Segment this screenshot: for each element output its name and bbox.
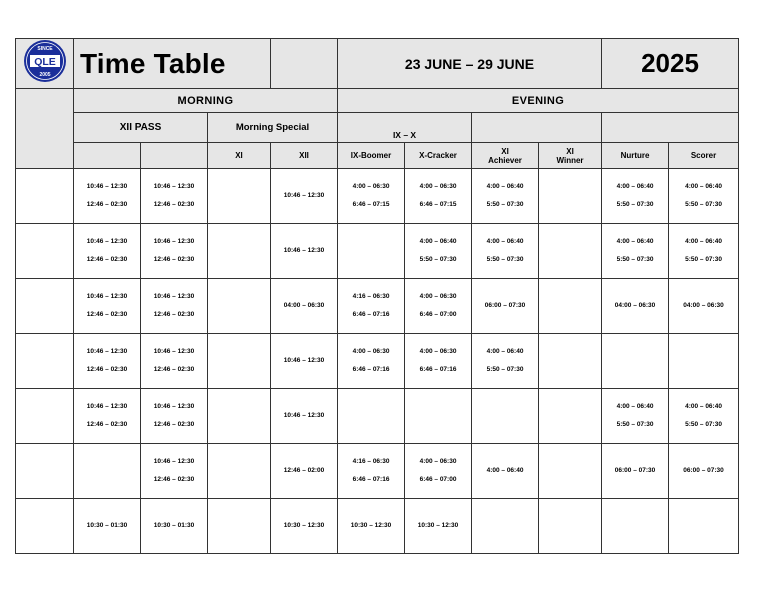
col-ms-xii: XII: [271, 143, 338, 169]
table-cell: [405, 499, 472, 554]
table-row: [16, 499, 739, 554]
table-cell: [338, 499, 405, 554]
table-cell: [405, 389, 472, 444]
time-slot: 5:50 – 07:30: [685, 256, 722, 263]
time-slot: 4:00 – 06:40: [486, 238, 524, 245]
col-nurture: Nurture: [602, 143, 669, 169]
time-slot: 10:46 – 12:30: [153, 238, 195, 245]
table-cell: [669, 499, 739, 554]
time-slot: 12:46 – 02:30: [86, 201, 128, 208]
table-cell: [208, 389, 271, 444]
table-cell: [338, 334, 405, 389]
table-cell: [16, 389, 74, 444]
table-cell: [141, 389, 208, 444]
table-row: [16, 279, 739, 334]
table-cell: [338, 444, 405, 499]
table-cell: [472, 169, 539, 224]
time-slot: 4:00 – 06:40: [616, 403, 654, 410]
col-x-cracker: X-Cracker: [405, 143, 472, 169]
table-cell: [602, 224, 669, 279]
table-cell: [669, 334, 739, 389]
table-cell: [338, 169, 405, 224]
time-slot: 10:46 – 12:30: [153, 458, 195, 465]
table-cell: [16, 279, 74, 334]
table-cell: [74, 279, 141, 334]
timetable-body: [16, 169, 739, 554]
time-slot: 5:50 – 07:30: [685, 421, 722, 428]
time-slot: 10:30 – 12:30: [283, 522, 325, 529]
time-slot: 6:46 – 07:00: [419, 476, 457, 483]
table-cell: [338, 224, 405, 279]
year: 2025: [602, 39, 739, 89]
time-slot: 6:46 – 07:16: [352, 476, 390, 483]
section-morning: MORNING: [74, 89, 338, 113]
table-cell: [141, 444, 208, 499]
table-cell: [602, 499, 669, 554]
time-slot: 12:46 – 02:30: [86, 311, 128, 318]
time-slot: 12:46 – 02:30: [153, 201, 195, 208]
table-cell: [539, 169, 602, 224]
time-slot: 10:46 – 12:30: [86, 348, 128, 355]
col-xi-achiever: [472, 143, 539, 169]
time-slot: 10:46 – 12:30: [153, 348, 195, 355]
time-slot: 12:46 – 02:00: [283, 467, 325, 474]
time-slot: 4:00 – 06:30: [419, 458, 457, 465]
table-cell: [539, 499, 602, 554]
logo-mark-text: QLE: [33, 56, 56, 68]
time-slot: 06:00 – 07:30: [484, 302, 526, 309]
table-row: [16, 389, 739, 444]
table-cell: [271, 279, 338, 334]
table-cell: [208, 499, 271, 554]
time-slot: 6:46 – 07:15: [419, 201, 457, 208]
table-cell: [271, 389, 338, 444]
table-cell: [271, 444, 338, 499]
table-cell: [602, 169, 669, 224]
table-cell: [74, 389, 141, 444]
col-blank-2: [141, 143, 208, 169]
table-cell: [472, 389, 539, 444]
header-blank: [271, 39, 338, 89]
timetable: [15, 38, 739, 554]
time-slot: 4:00 – 06:40: [685, 238, 722, 245]
time-slot: 6:46 – 07:00: [419, 311, 457, 318]
table-cell: [539, 389, 602, 444]
table-cell: [74, 224, 141, 279]
time-slot: 10:30 – 01:30: [86, 522, 128, 529]
col-xi-winner-line1: XI: [566, 146, 574, 156]
time-slot: 04:00 – 06:30: [683, 302, 724, 309]
time-slot: 10:46 – 12:30: [86, 183, 128, 190]
date-range: 23 JUNE – 29 JUNE: [338, 39, 602, 89]
time-slot: 10:30 – 12:30: [350, 522, 392, 529]
table-cell: [141, 334, 208, 389]
table-cell: [208, 279, 271, 334]
time-slot: 4:00 – 06:30: [419, 348, 457, 355]
group-blank-xi: [472, 113, 602, 143]
group-morning-special: Morning Special: [208, 113, 338, 143]
table-cell: [16, 169, 74, 224]
group-blank-nurture: [602, 113, 739, 143]
table-cell: [271, 169, 338, 224]
table-cell: [472, 444, 539, 499]
time-slot: 10:46 – 12:30: [283, 192, 325, 199]
time-slot: 5:50 – 07:30: [616, 201, 654, 208]
qle-logo: [23, 39, 67, 83]
table-cell: [539, 334, 602, 389]
table-cell: [669, 224, 739, 279]
time-slot: 4:00 – 06:40: [616, 183, 654, 190]
time-slot: 4:16 – 06:30: [352, 293, 390, 300]
time-slot: 5:50 – 07:30: [685, 201, 722, 208]
time-slot: 10:30 – 12:30: [417, 522, 459, 529]
time-slot: 12:46 – 02:30: [86, 366, 128, 373]
table-cell: [208, 169, 271, 224]
time-slot: 10:46 – 12:30: [86, 293, 128, 300]
table-cell: [141, 169, 208, 224]
table-cell: [539, 444, 602, 499]
logo-cell: [16, 39, 74, 89]
time-slot: 4:00 – 06:40: [419, 238, 457, 245]
time-slot: 4:00 – 06:40: [616, 238, 654, 245]
table-cell: [405, 334, 472, 389]
time-slot: 12:46 – 02:30: [86, 421, 128, 428]
row-label-header: [16, 89, 74, 169]
time-slot: 12:46 – 02:30: [153, 421, 195, 428]
time-slot: 5:50 – 07:30: [486, 201, 524, 208]
table-cell: [338, 279, 405, 334]
table-cell: [539, 224, 602, 279]
time-slot: 6:46 – 07:16: [352, 366, 390, 373]
time-slot: 12:46 – 02:30: [153, 311, 195, 318]
time-slot: 06:00 – 07:30: [614, 467, 656, 474]
col-ms-xi: XI: [208, 143, 271, 169]
time-slot: 5:50 – 07:30: [486, 256, 524, 263]
table-cell: [141, 224, 208, 279]
time-slot: 5:50 – 07:30: [486, 366, 524, 373]
time-slot: 6:46 – 07:16: [352, 311, 390, 318]
table-cell: [472, 224, 539, 279]
time-slot: 4:00 – 06:40: [685, 403, 722, 410]
time-slot: 10:46 – 12:30: [283, 412, 325, 419]
time-slot: 5:50 – 07:30: [419, 256, 457, 263]
table-cell: [271, 499, 338, 554]
table-cell: [208, 224, 271, 279]
time-slot: 04:00 – 06:30: [614, 302, 656, 309]
page-title: Time Table: [74, 39, 271, 89]
table-cell: [405, 169, 472, 224]
time-slot: 12:46 – 02:30: [86, 256, 128, 263]
group-xii-pass: XII PASS: [74, 113, 208, 143]
time-slot: 12:46 – 02:30: [153, 256, 195, 263]
time-slot: 10:46 – 12:30: [153, 403, 195, 410]
section-evening: EVENING: [338, 89, 739, 113]
table-cell: [208, 334, 271, 389]
time-slot: 06:00 – 07:30: [683, 467, 724, 474]
col-xi-winner-line2: Winner: [556, 155, 584, 165]
logo-year-text: 2005: [38, 72, 51, 78]
table-cell: [472, 334, 539, 389]
table-cell: [602, 389, 669, 444]
time-slot: 4:00 – 06:40: [486, 348, 524, 355]
table-cell: [669, 279, 739, 334]
time-slot: 4:00 – 06:30: [419, 293, 457, 300]
table-cell: [602, 279, 669, 334]
col-scorer: Scorer: [669, 143, 739, 169]
table-cell: [141, 499, 208, 554]
table-cell: [602, 444, 669, 499]
time-slot: 6:46 – 07:16: [419, 366, 457, 373]
col-blank-1: [74, 143, 141, 169]
table-cell: [74, 444, 141, 499]
time-slot: 10:46 – 12:30: [153, 293, 195, 300]
time-slot: 4:00 – 06:40: [486, 183, 524, 190]
table-cell: [669, 444, 739, 499]
time-slot: 10:46 – 12:30: [153, 183, 195, 190]
table-row: [16, 224, 739, 279]
table-cell: [405, 279, 472, 334]
col-xi-achiever-line1: XI: [501, 146, 509, 156]
table-cell: [74, 169, 141, 224]
time-slot: 10:46 – 12:30: [86, 238, 128, 245]
col-ix-boomer: IX-Boomer: [338, 143, 405, 169]
table-cell: [602, 334, 669, 389]
time-slot: 4:00 – 06:40: [486, 467, 524, 474]
table-cell: [405, 444, 472, 499]
table-cell: [208, 444, 271, 499]
time-slot: 5:50 – 07:30: [616, 256, 654, 263]
time-slot: 10:46 – 12:30: [86, 403, 128, 410]
table-cell: [405, 224, 472, 279]
time-slot: 4:00 – 06:30: [352, 348, 390, 355]
time-slot: 10:46 – 12:30: [283, 247, 325, 254]
time-slot: 4:00 – 06:40: [685, 183, 722, 190]
table-row: [16, 169, 739, 224]
time-slot: 04:00 – 06:30: [283, 302, 325, 309]
table-row: [16, 334, 739, 389]
time-slot: 12:46 – 02:30: [153, 366, 195, 373]
table-cell: [74, 334, 141, 389]
time-slot: 10:46 – 12:30: [283, 357, 325, 364]
table-cell: [74, 499, 141, 554]
table-cell: [669, 389, 739, 444]
table-cell: [16, 334, 74, 389]
time-slot: 4:00 – 06:30: [352, 183, 390, 190]
table-row: [16, 444, 739, 499]
table-cell: [271, 334, 338, 389]
time-slot: 5:50 – 07:30: [616, 421, 654, 428]
table-cell: [539, 279, 602, 334]
table-cell: [141, 279, 208, 334]
time-slot: 4:16 – 06:30: [352, 458, 390, 465]
time-slot: 12:46 – 02:30: [153, 476, 195, 483]
table-cell: [472, 279, 539, 334]
time-slot: 10:30 – 01:30: [153, 522, 195, 529]
group-ix-x: IX – X: [338, 113, 472, 143]
col-xi-winner: [539, 143, 602, 169]
table-cell: [271, 224, 338, 279]
table-cell: [669, 169, 739, 224]
col-xi-achiever-line2: Achiever: [488, 155, 522, 165]
time-slot: 6:46 – 07:15: [352, 201, 390, 208]
table-cell: [16, 499, 74, 554]
time-slot: 4:00 – 06:30: [419, 183, 457, 190]
table-cell: [16, 224, 74, 279]
table-cell: [338, 389, 405, 444]
table-cell: [16, 444, 74, 499]
table-cell: [472, 499, 539, 554]
logo-top-text: SINCE: [36, 46, 53, 52]
